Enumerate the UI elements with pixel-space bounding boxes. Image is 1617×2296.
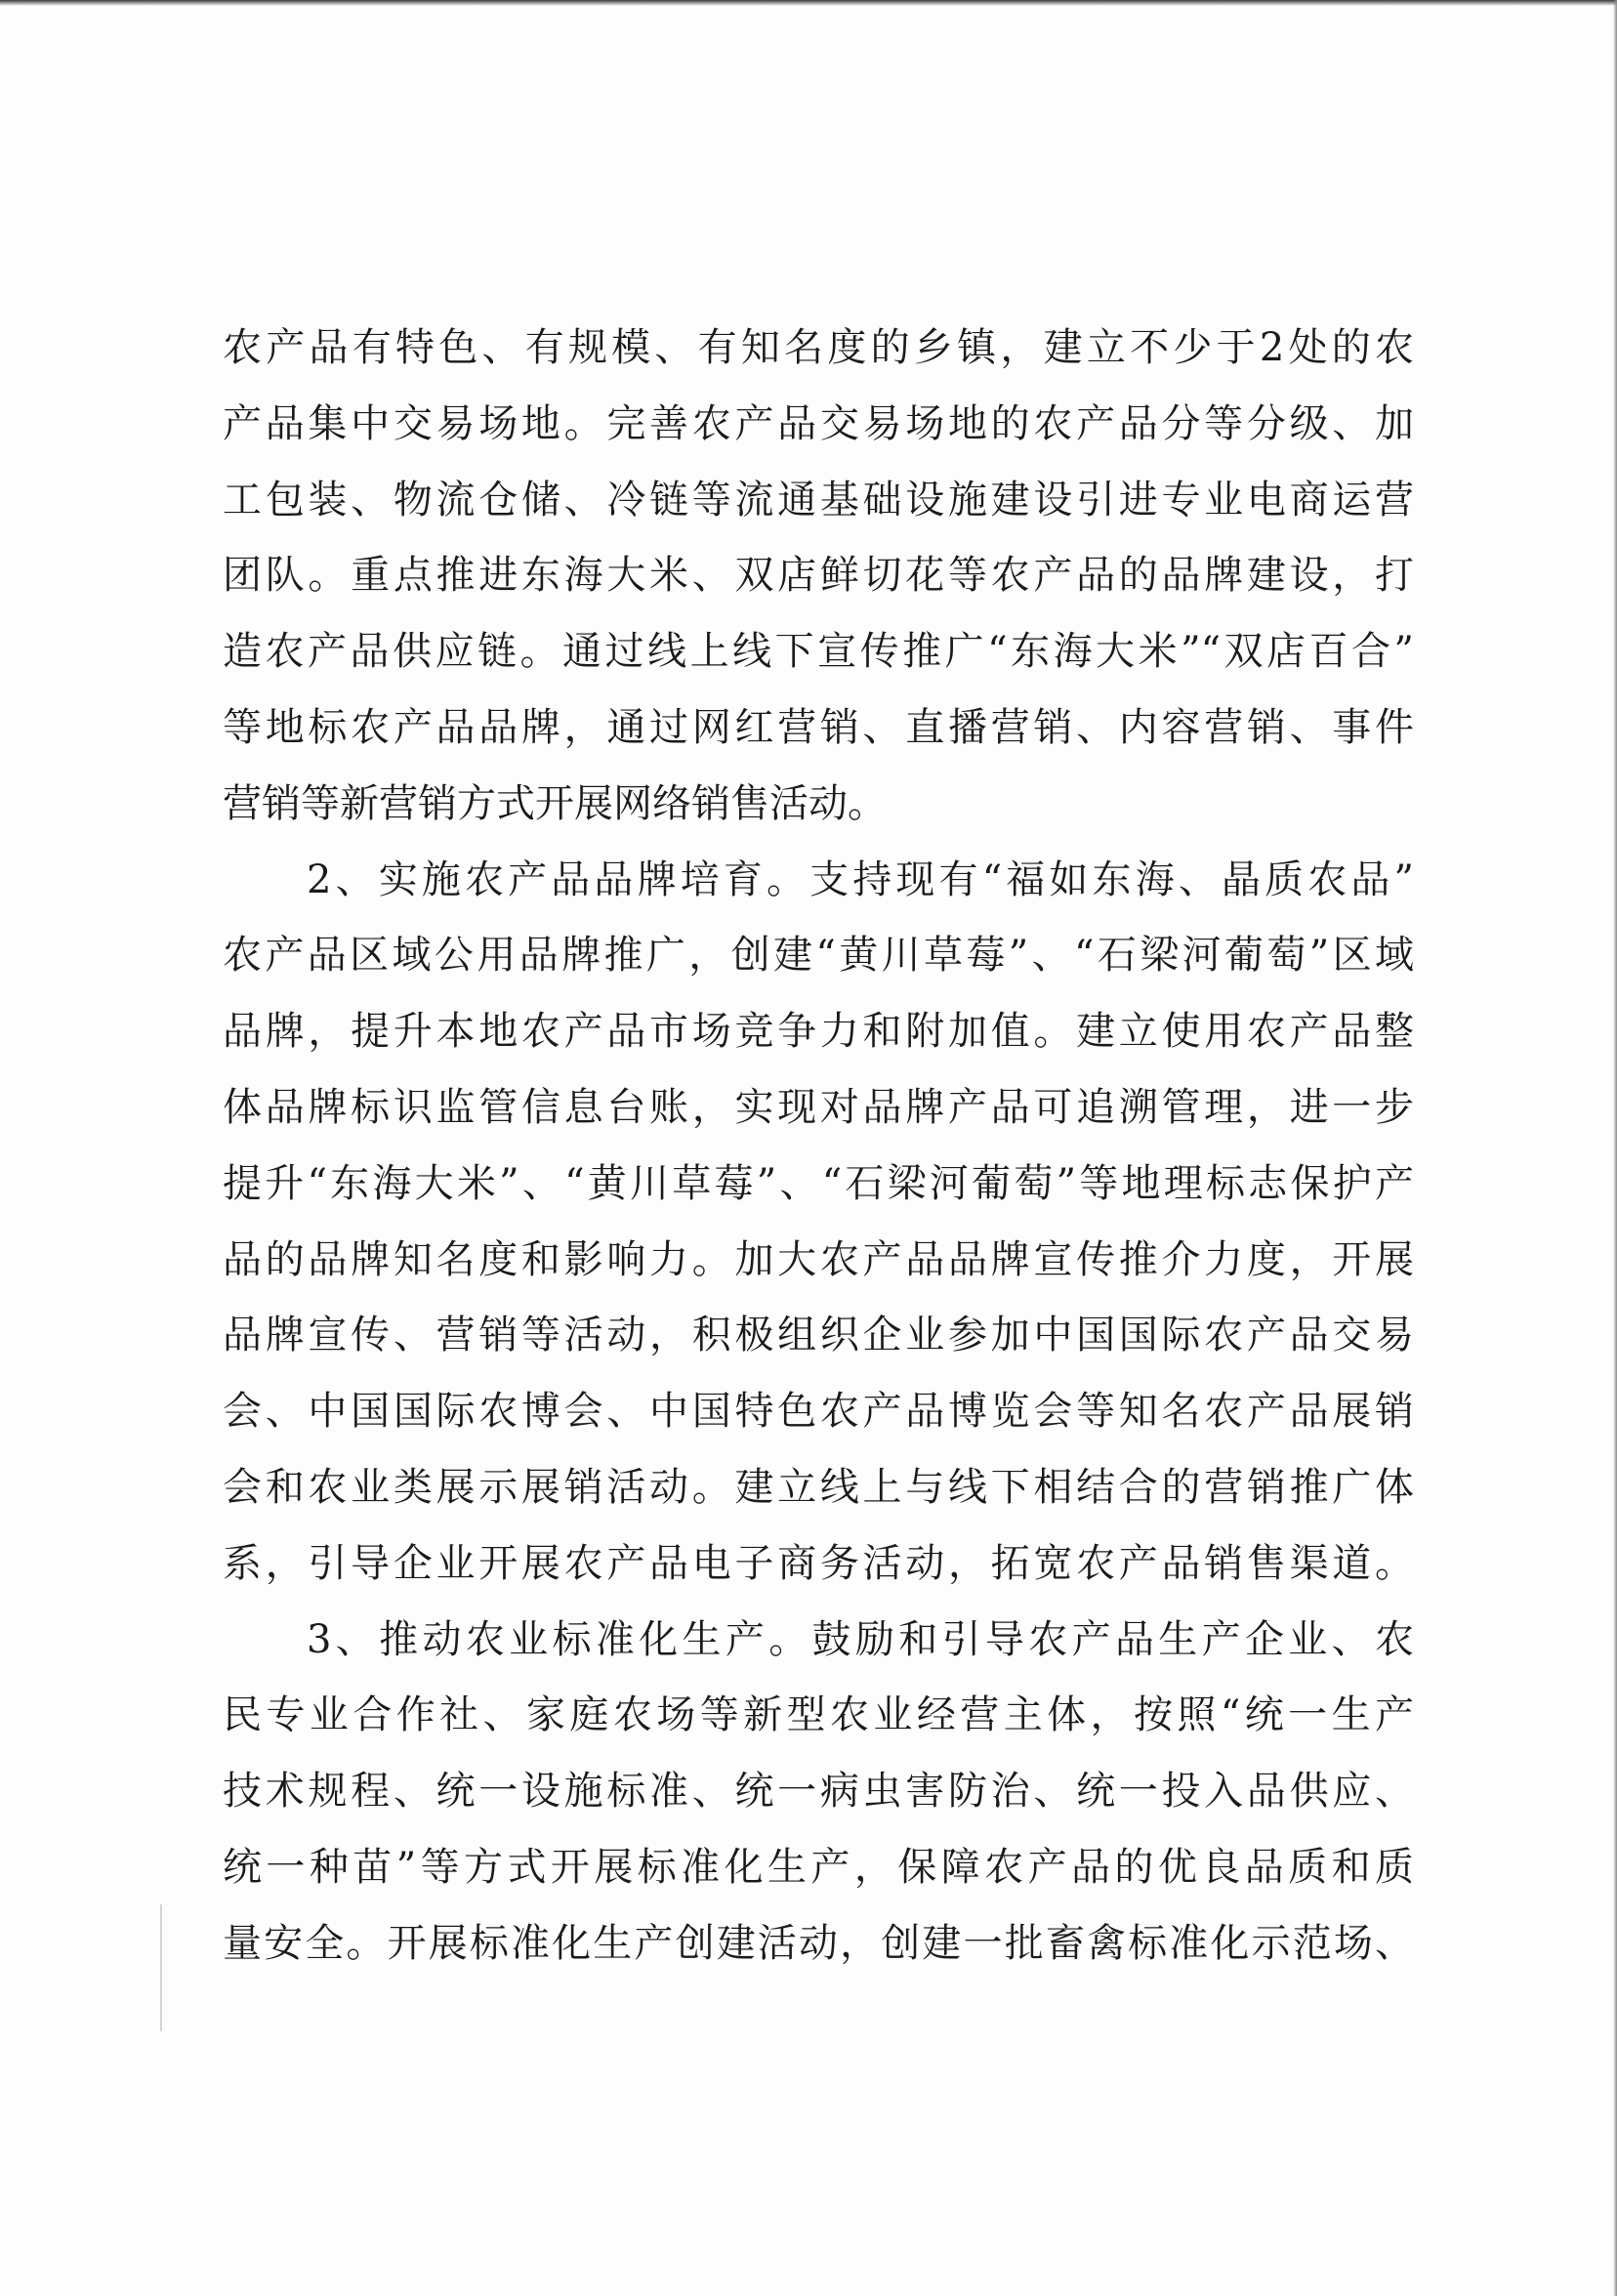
text-line: 等地标农产品品牌，通过网红营销、直播营销、内容营销、事件	[223, 704, 1414, 750]
scan-edge-top	[0, 0, 1617, 6]
text-line: 品的品牌知名度和影响力。加大农产品品牌宣传推介力度，开展	[223, 1236, 1414, 1282]
text-line: 营销等新营销方式开展网络销售活动。	[223, 780, 887, 826]
text-line: 统一种苗”等方式开展标准化生产，保障农产品的优良品质和质	[223, 1844, 1414, 1890]
text-line: 工包装、物流仓储、冷链等流通基础设施建设引进专业电商运营	[223, 477, 1414, 522]
text-line: 造农产品供应链。通过线上线下宣传推广“东海大米”“双店百合”	[223, 629, 1414, 675]
scan-mark	[160, 1904, 162, 2031]
text-line: 会和农业类展示展销活动。建立线上与线下相结合的营销推广体	[223, 1464, 1414, 1510]
text-line: 品牌，提升本地农产品市场竞争力和附加值。建立使用农产品整	[223, 1009, 1414, 1055]
scan-edge-right	[1613, 0, 1617, 2296]
text-line: 技术规程、统一设施标准、统一病虫害防治、统一投入品供应、	[223, 1769, 1414, 1815]
text-line: 农产品区域公用品牌推广，创建“黄川草莓”、“石梁河葡萄”区域	[223, 933, 1414, 979]
text-line: 民专业合作社、家庭农场等新型农业经营主体，按照“统一生产	[223, 1692, 1414, 1738]
text-line: 产品集中交易场地。完善农产品交易场地的农产品分等分级、加	[223, 400, 1414, 446]
text-line: 提升“东海大米”、“黄川草莓”、“石梁河葡萄”等地理标志保护产	[223, 1160, 1414, 1206]
text-line: 品牌宣传、营销等活动，积极组织企业参加中国国际农产品交易	[223, 1313, 1414, 1358]
text-line: 3、推动农业标准化生产。鼓励和引导农产品生产企业、农	[307, 1616, 1414, 1662]
text-line: 会、中国国际农博会、中国特色农产品博览会等知名农产品展销	[223, 1389, 1414, 1435]
text-line: 农产品有特色、有规模、有知名度的乡镇，建立不少于2处的农	[223, 325, 1414, 370]
text-line: 体品牌标识监管信息台账，实现对品牌产品可追溯管理，进一步	[223, 1084, 1414, 1130]
text-line: 系，引导企业开展农产品电子商务活动，拓宽农产品销售渠道。	[223, 1540, 1414, 1586]
text-line: 2、实施农产品品牌培育。支持现有“福如东海、晶质农品”	[307, 856, 1414, 902]
text-line: 量安全。开展标准化生产创建活动，创建一批畜禽标准化示范场、	[223, 1920, 1414, 1966]
document-body	[223, 311, 1414, 1983]
text-line: 团队。重点推进东海大米、双店鲜切花等农产品的品牌建设，打	[223, 553, 1414, 599]
